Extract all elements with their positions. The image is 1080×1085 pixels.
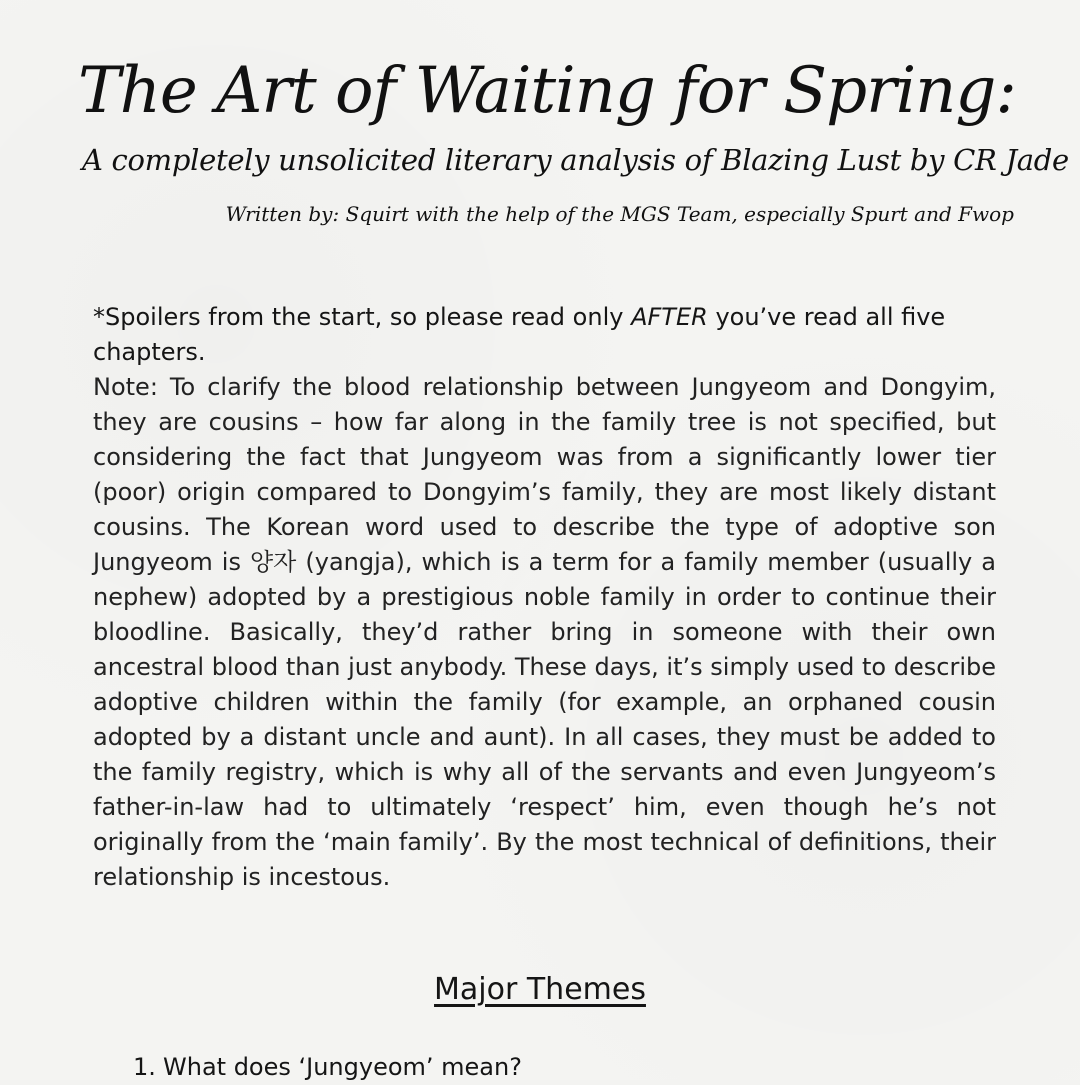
document-body [93,300,996,895]
spoiler-warning [93,300,996,370]
document-title: The Art of Waiting for Spring: [78,54,1016,128]
section-heading [0,970,1080,1010]
author-byline: Written by: Squirt with the help of the MGS Team, especially Spurt and Fwop [225,202,1014,226]
relationship-note: Note: To clarify the blood relationship between Jungyeom and Dongyim, they are cousins – how far along in the family tree is not specified, but considering the fact that Jungyeom was from a significantly lower tier (poor) origin compared to Dongyim’s family, they are most likely distant cousins. The Korean word used to describe the type of adoptive son Jungyeom is 양자 (yangja), which is a term for a family member (usually a nephew) adopted by a prestigious noble family in order to continue their bloodline. Basically, they’d rather bring in someone with their own ancestral blood than just anybody. These days, it’s simply used to describe adoptive children within the family (for example, an orphaned cousin adopted by a distant uncle and aunt). In all cases, they must be added to the family registry, which is why all of the servants and even Jungyeom’s father-in-law had to ultimately ‘respect’ him, even though he’s not originally from the ‘main family’. By the most technical of definitions, their relationship is incestous. [93,373,996,891]
spoiler-emphasis: AFTER [631,303,708,331]
list-item-text: What does ‘Jungyeom’ mean? [163,1053,522,1081]
section-heading-text: Major Themes [434,972,646,1007]
list-item-number: 1. [133,1053,156,1081]
document-subtitle: A completely unsolicited literary analysis of Blazing Lust by CR Jade [82,143,1069,177]
spoiler-text-after: you’ve read all five chapters. [93,303,946,366]
spoiler-text-before: *Spoilers from the start, so please read only [93,303,632,331]
